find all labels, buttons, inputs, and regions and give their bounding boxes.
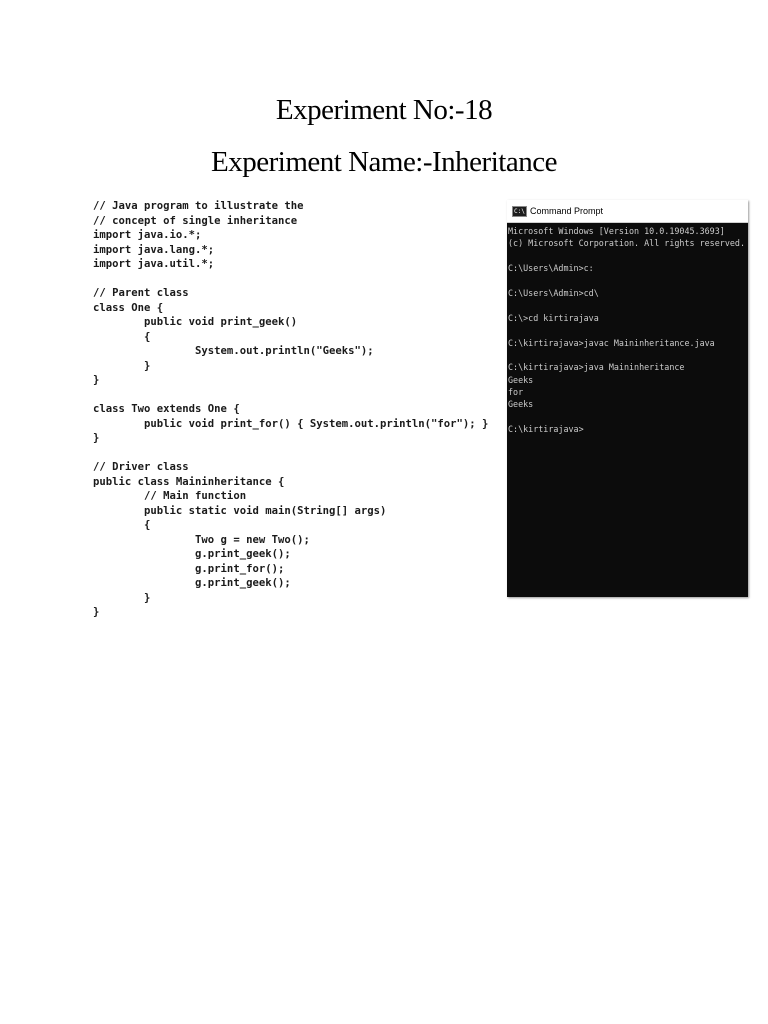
terminal-line: [508, 299, 748, 311]
code-line: {: [93, 330, 151, 343]
code-line: }: [93, 432, 100, 444]
code-line: {: [93, 519, 151, 531]
code-line: }: [93, 374, 100, 386]
terminal-line: [508, 275, 748, 287]
code-line: // Driver class: [93, 461, 189, 473]
code-line: import java.lang.*;: [93, 243, 215, 256]
command-prompt-title: Command Prompt: [530, 206, 604, 216]
code-line: [93, 446, 493, 461]
code-line: Two g = new Two();: [93, 533, 310, 546]
experiment-number-title: Experiment No:-18: [275, 94, 493, 126]
terminal-line: (c) Microsoft Corporation. All rights reserved.: [508, 238, 745, 249]
code-line: // Main function: [93, 490, 247, 502]
terminal-line: C:\>cd kirtirajava: [508, 312, 599, 323]
code-line: // Java program to illustrate the: [93, 200, 304, 212]
terminal-line: [508, 411, 748, 423]
terminal-line: Microsoft Windows [Version 10.0.19045.3693]: [508, 226, 725, 236]
code-line: public void print_for() { System.out.println("for"); }: [93, 417, 489, 430]
experiment-name-title: Experiment Name:-Inheritance: [211, 146, 557, 178]
code-line: }: [93, 591, 151, 604]
terminal-line: C:\kirtirajava>: [508, 424, 584, 435]
terminal-line: [508, 250, 748, 262]
terminal-line: [508, 349, 748, 361]
code-line: class Two extends One {: [93, 403, 240, 415]
code-line: System.out.println("Geeks");: [93, 345, 374, 357]
terminal-line: C:\kirtirajava>java Maininheritance: [508, 362, 685, 373]
terminal-line: Geeks: [508, 399, 534, 410]
code-line: }: [93, 606, 100, 618]
terminal-line: C:\kirtirajava>javac Maininheritance.java: [508, 337, 715, 348]
code-line: public void print_geek(): [93, 316, 298, 328]
code-line: g.print_geek();: [93, 577, 291, 589]
code-line: public class Maininheritance {: [93, 475, 285, 488]
code-line: import java.util.*;: [93, 258, 215, 270]
code-line: class One {: [93, 301, 164, 314]
code-line: public static void main(String[] args): [93, 504, 387, 517]
command-prompt-output: [507, 223, 748, 436]
terminal-line: C:\Users\Admin>c:: [508, 263, 594, 274]
terminal-line: C:\Users\Admin>cd\: [508, 287, 599, 298]
code-line: [93, 388, 493, 403]
command-prompt-window[interactable]: [507, 200, 748, 597]
code-line: [93, 272, 493, 287]
java-code-block: [93, 199, 493, 619]
code-line: // Parent class: [93, 287, 189, 299]
terminal-line: Geeks: [508, 374, 534, 385]
code-line: // concept of single inheritance: [93, 214, 298, 227]
code-line: }: [93, 359, 151, 372]
terminal-line: for: [508, 387, 524, 398]
terminal-line: [508, 324, 748, 336]
code-line: import java.io.*;: [93, 229, 202, 241]
code-line: g.print_geek();: [93, 548, 291, 560]
command-prompt-titlebar[interactable]: [507, 200, 748, 223]
command-prompt-icon: C:\: [512, 206, 527, 217]
code-line: g.print_for();: [93, 562, 285, 575]
